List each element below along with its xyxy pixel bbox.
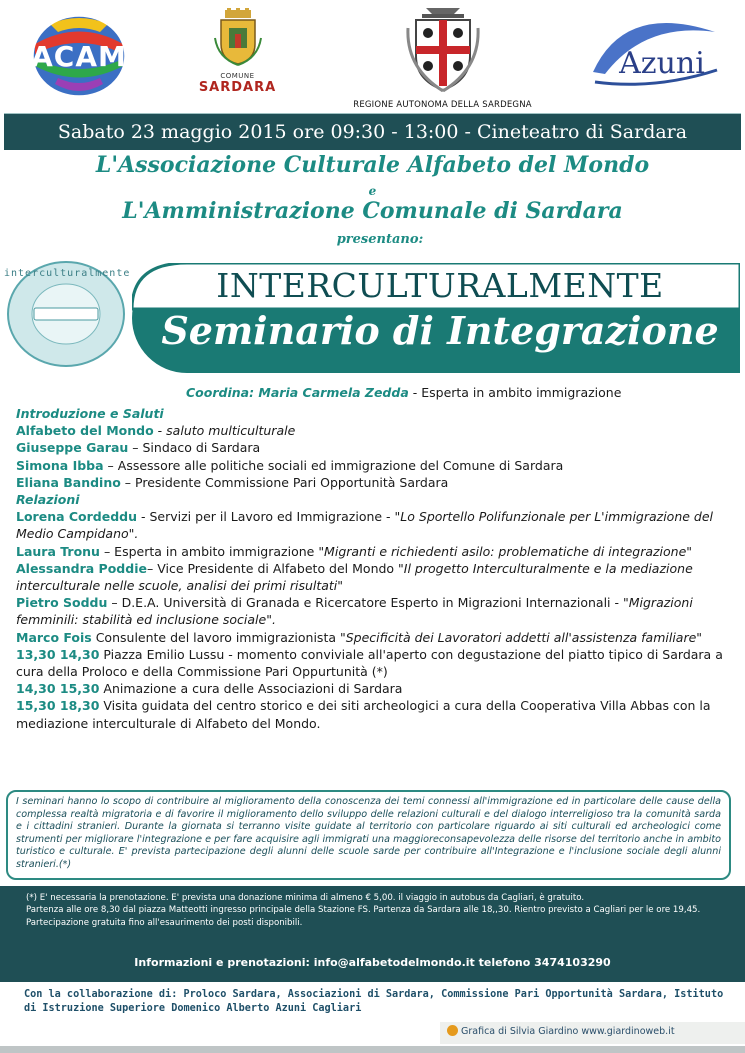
organizer-conjunction: e — [368, 184, 377, 198]
comune-crest-icon — [213, 8, 263, 66]
footer-note: Partenza alle ore 8,30 dal piazza Matteotti ingresso principale della Stazione FS. Partenza da Sardara alle 18,,30. Rientro previsto a Cagliari per le ore 19,45. — [26, 905, 701, 916]
comune-name: SARDARA — [198, 80, 277, 95]
intro-item: Simona Ibba – Assessore alle politiche sociali ed immigrazione del Comune di Sardara — [16, 457, 564, 473]
organizer-association: L'Associazione Culturale Alfabeto del Mondo — [95, 152, 650, 178]
credit-line — [447, 1025, 675, 1037]
badge-label: interculturalmente — [4, 268, 131, 279]
azuni-logo-text: Azuni — [619, 46, 705, 81]
contact-info: Informazioni e prenotazioni: info@alfabetodelmondo.it telefono 3474103290 — [134, 956, 611, 969]
relazione-item: Laura Tronu – Esperta in ambito immigrazione "Migranti e richiedenti asilo: problematiche di integrazione" — [16, 543, 693, 559]
giardino-logo-icon — [447, 1025, 458, 1036]
presentano-label: presentano: — [336, 232, 424, 247]
coordinator-name: Coordina: Maria Carmela Zedda — [186, 385, 409, 400]
schedule-item: 13,30 14,30 Piazza Emilio Lussu - momento conviviale all'aperto con degustazione del piatto tipico di Sardara a cura della Proloco e della Commissione Pari Oppurtunità (*) — [16, 646, 723, 680]
acam-logo-text: ACAM — [31, 40, 127, 73]
event-title: INTERCULTURALMENTE — [216, 266, 664, 305]
relazione-item: Lorena Cordeddu - Servizi per il Lavoro ed Immigrazione - "Lo Sportello Polifunzionale per L'immigrazione del Medio Campidano". — [16, 509, 714, 542]
relazioni-heading: Relazioni — [16, 492, 80, 508]
regione-name: REGIONE AUTONOMA DELLA SARDEGNA — [353, 100, 532, 110]
collaboration-text: Con la collaborazione di: Proloco Sardara, Associazioni di Sardara, Commissione Pari Opportunità Sardara, Istituto di Istruzione Superiore Domenico Alberto Azuni Cagliari — [24, 989, 724, 1014]
relazione-item: Pietro Soddu – D.E.A. Università di Granada e Ricercatore Esperto in Migrazioni Internazionali - "Migrazioni femminili: stabilità ed inclusione sociale". — [16, 595, 693, 628]
azuni-logo — [585, 12, 725, 96]
footer-note: (*) E' necessaria la prenotazione. E' prevista una donazione minima di almeno € 5,00. il viaggio in autobus da Cagliari, è gratuito. — [26, 893, 585, 903]
organizer-municipality: L'Amministrazione Comunale di Sardara — [122, 198, 623, 224]
interculturalmente-badge — [4, 258, 131, 370]
intro-heading: Introduzione e Saluti — [16, 406, 164, 421]
footer-notes — [26, 892, 726, 929]
schedule-item: 15,30 18,30 Visita guidata del centro storico e dei siti archeologici a cura della Cooperativa Villa Abbas con la mediazione interculturale di Alfabeto del Mondo. — [16, 698, 711, 731]
credit-text: Grafica di Silvia Giardino www.giardinoweb.it — [461, 1026, 675, 1037]
date-bar: Sabato 23 maggio 2015 ore 09:30 - 13:00 - Cineteatro di Sardara — [4, 113, 741, 150]
regione-logo — [345, 8, 540, 112]
program — [16, 405, 740, 732]
bottom-stripe — [0, 1046, 745, 1053]
intro-item: Giuseppe Garau – Sindaco di Sardara — [16, 440, 261, 456]
footer-note: Partecipazione gratuita fino all'esaurimento dei posti disponibili. — [26, 917, 303, 928]
event-subtitle: Seminario di Integrazione — [161, 308, 719, 353]
regione-crest-icon — [404, 8, 482, 92]
intro-item: Eliana Bandino – Presidente Commissione Pari Opportunità Sardara — [16, 474, 449, 490]
comune-logo — [195, 8, 280, 110]
seminar-description: I seminari hanno lo scopo di contribuire al miglioramento della conoscenza dei temi connessi all'immigrazione ed in particolare delle cause della complessa realtà migratoria e di favorire il miglioramento dello sviluppo delle relazioni culturali e del dialogo interreligioso tra la comunità sarda e i cittadini stranieri. Durante la giornata si terranno visite guidate al territorio con particolare riguardo ai siti culturali ed archeologici come strumenti per migliorare l'integrazione e per fare acquisire agli immigrati una maggioreconsapevolezza delle risorse del territorio anche in ambito turistico e culturale. E' prevista partecipazione degli alunni delle scuole sarde per contribuire all'Integrazione e l'inclusione sociale degli alunni stranieri.(*) — [6, 790, 731, 880]
intro-item: Alfabeto del Mondo - saluto multiculturale — [16, 423, 296, 439]
comune-label: COMUNE — [220, 72, 255, 80]
relazione-item: Alessandra Poddie– Vice Presidente di Alfabeto del Mondo "Il progetto Interculturalmente e la mediazione interculturale nelle scuole, analisi dei primi risultati" — [16, 560, 693, 594]
schedule-item: 14,30 15,30 Animazione a cura delle Associazioni di Sardara — [16, 681, 403, 697]
acam-logo — [30, 14, 128, 98]
coordinator-role: - Esperta in ambito immigrazione — [408, 385, 622, 400]
coordinator-line — [186, 385, 621, 400]
relazione-item: Marco Fois Consulente del lavoro immigrazionista "Specificità dei Lavoratori addetti all'assistenza familiare" — [16, 629, 703, 645]
